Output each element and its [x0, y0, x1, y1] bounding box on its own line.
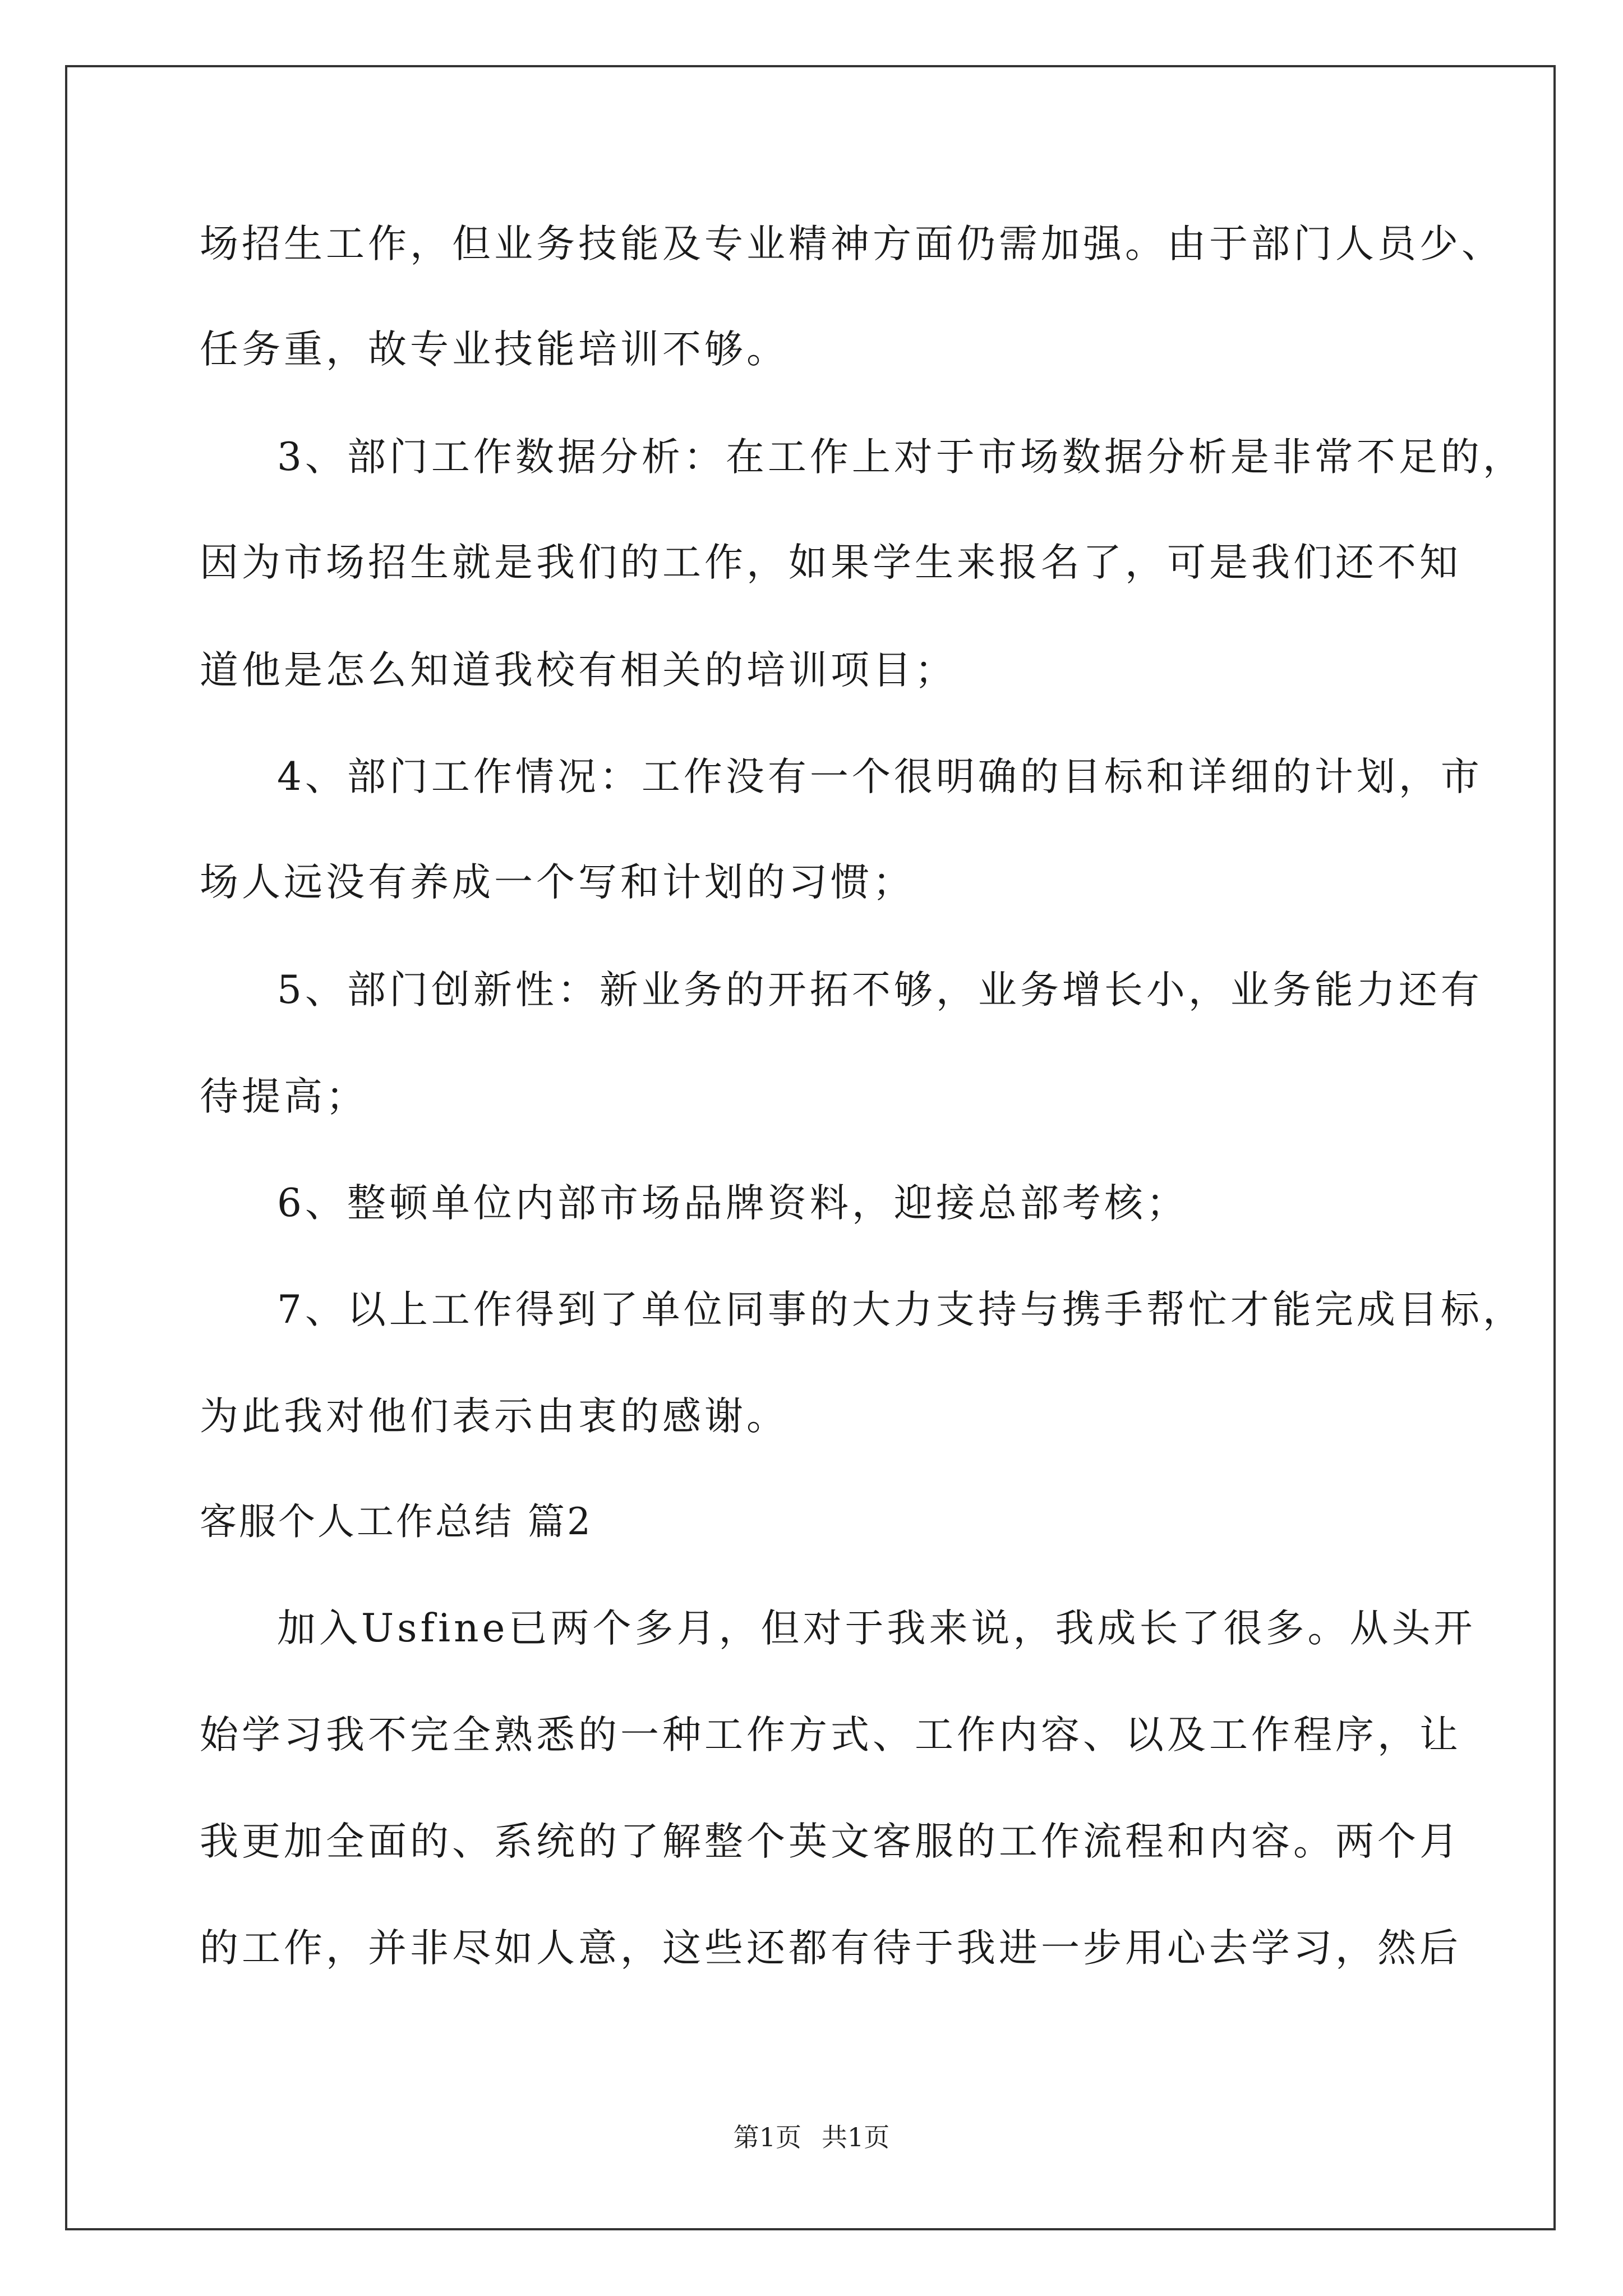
paragraph-line: 3、部门工作数据分析：在工作上对于市场数据分析是非常不足的，: [277, 435, 1525, 480]
page-border: [65, 65, 1556, 2230]
paragraph-line: 的工作，并非尽如人意，这些还都有待于我进一步用心去学习，然后: [200, 1926, 1461, 1971]
section-heading: 客服个人工作总结 篇2: [200, 1500, 593, 1543]
paragraph-line: 我更加全面的、系统的了解整个英文客服的工作流程和内容。两个月: [200, 1819, 1461, 1864]
paragraph-line: 4、部门工作情况：工作没有一个很明确的目标和详细的计划，市: [277, 754, 1483, 799]
paragraph-line: 场招生工作，但业务技能及专业精神方面仍需加强。由于部门人员少、: [200, 222, 1504, 266]
paragraph-line: 场人远没有养成一个写和计划的习惯；: [200, 860, 915, 905]
page-footer: [0, 2120, 1623, 2154]
paragraph-line: 始学习我不完全熟悉的一种工作方式、工作内容、以及工作程序，让: [200, 1713, 1461, 1757]
paragraph-line: 6、整顿单位内部市场品牌资料，迎接总部考核；: [277, 1181, 1188, 1226]
paragraph-line: 加入Usfine已两个多月，但对于我来说，我成长了很多。从头开: [277, 1606, 1476, 1651]
paragraph-line: 因为市场招生就是我们的工作，如果学生来报名了，可是我们还不知: [200, 540, 1461, 585]
paragraph-line: 7、以上工作得到了单位同事的大力支持与携手帮忙才能完成目标，: [277, 1287, 1525, 1332]
page-number: 第1页: [733, 2122, 801, 2152]
paragraph-line: 道他是怎么知道我校有相关的培训项目；: [200, 648, 957, 693]
paragraph-line: 待提高；: [200, 1074, 368, 1119]
paragraph-line: 为此我对他们表示由衷的感谢。: [200, 1394, 789, 1439]
paragraph-line: 5、部门创新性：新业务的开拓不够，业务增长小，业务能力还有: [277, 968, 1483, 1013]
paragraph-line: 任务重，故专业技能培训不够。: [200, 327, 789, 372]
page-total: 共1页: [822, 2122, 890, 2152]
